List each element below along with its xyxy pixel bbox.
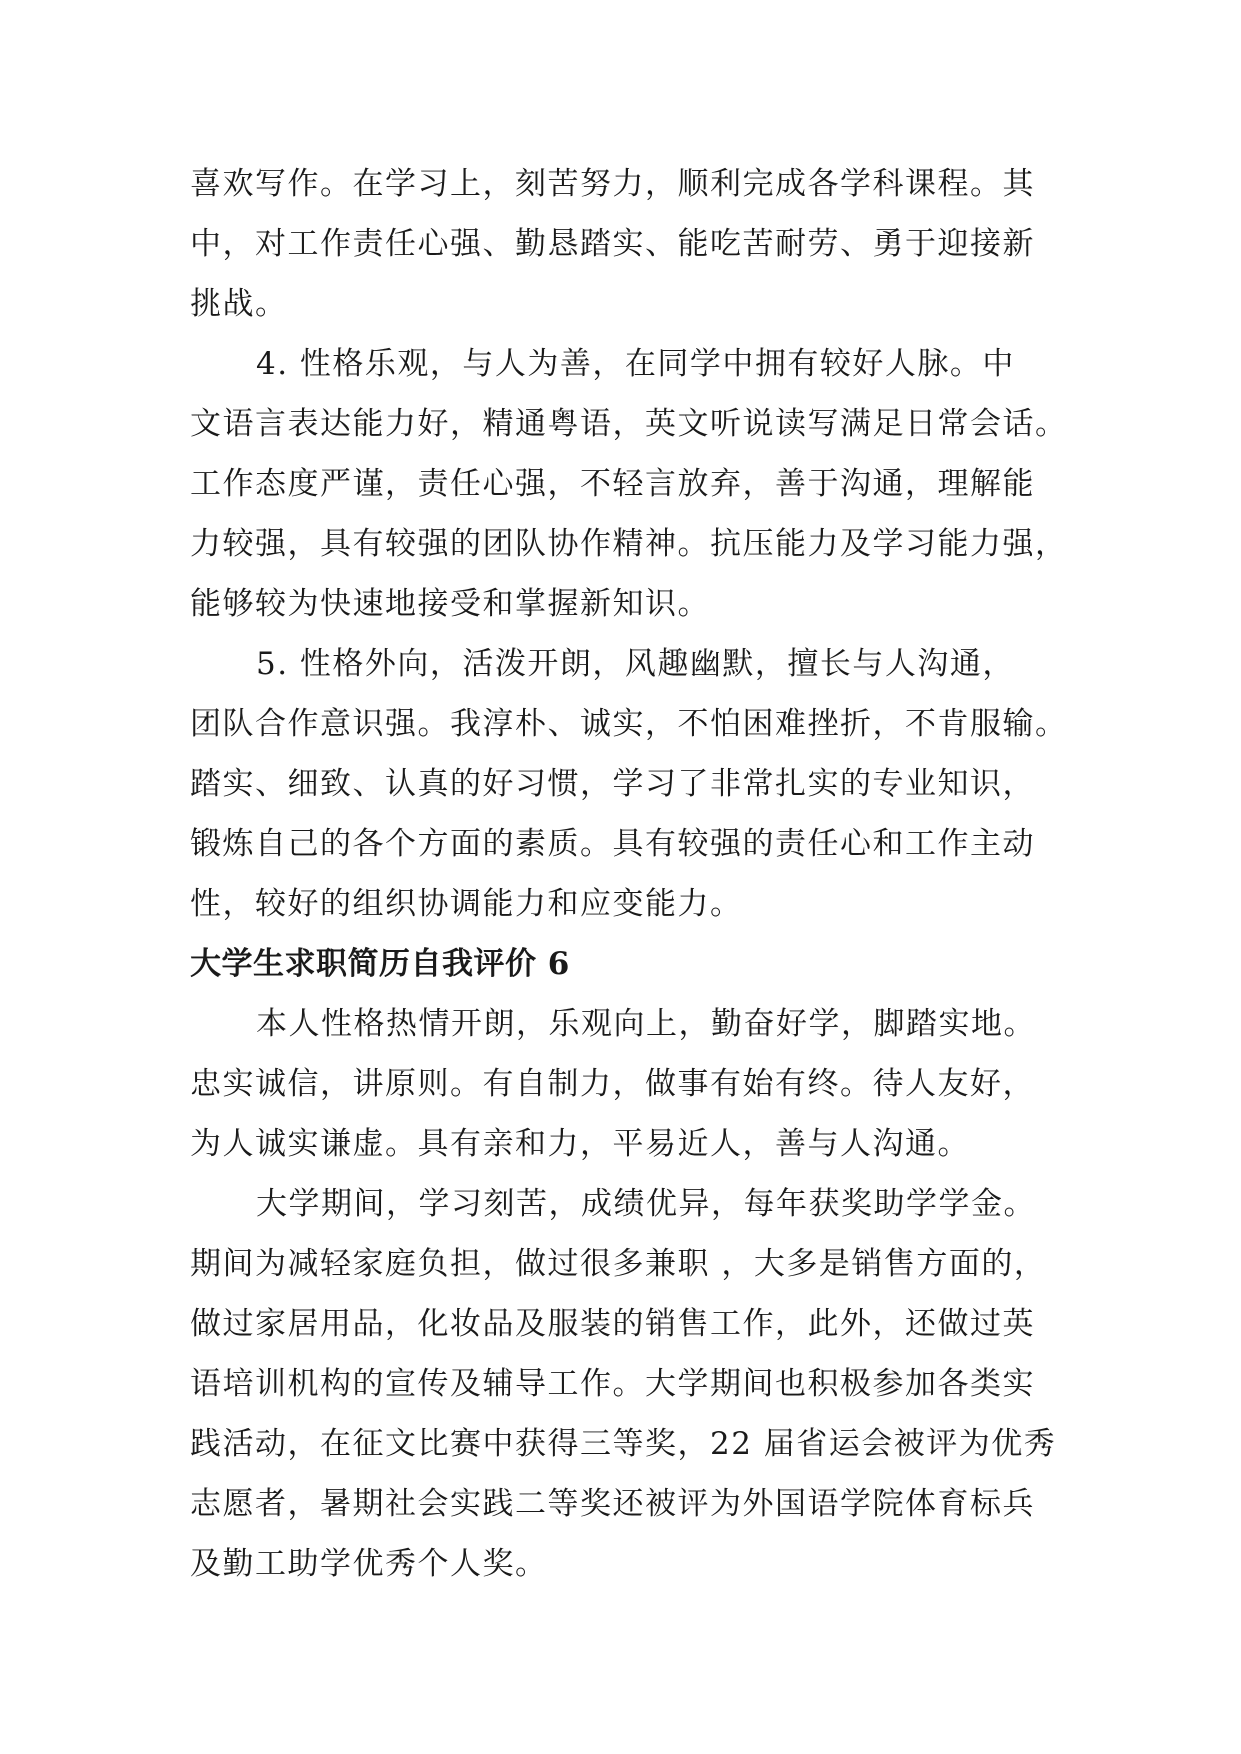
document-body — [190, 154, 1070, 1594]
text-line: 大学期间，学习刻苦，成绩优异，每年获奖助学学金。 — [256, 1186, 1036, 1222]
text-line: 志愿者，暑期社会实践二等奖还被评为外国语学院体育标兵 — [190, 1486, 1035, 1522]
text-line: 工作态度严谨，责任心强，不轻言放弃，善于沟通，理解能 — [190, 466, 1035, 502]
text-line: 践活动，在征文比赛中获得三等奖，22 届省运会被评为优秀 — [190, 1426, 1057, 1462]
paragraph-continuation — [190, 154, 1070, 334]
text-line: 锻炼自己的各个方面的素质。具有较强的责任心和工作主动 — [190, 826, 1035, 862]
paragraph-item-4 — [190, 334, 1070, 634]
text-line: 本人性格热情开朗，乐观向上，勤奋好学，脚踏实地。 — [256, 1006, 1036, 1042]
section-heading: 大学生求职简历自我评价 6 — [190, 946, 570, 982]
paragraph-personality — [190, 994, 1070, 1174]
text-line: 4. 性格乐观，与人为善，在同学中拥有较好人脉。中 — [256, 346, 1015, 382]
text-line: 文语言表达能力好，精通粤语，英文听说读写满足日常会话。 — [190, 406, 1068, 442]
text-line: 为人诚实谦虚。具有亲和力，平易近人，善与人沟通。 — [190, 1126, 970, 1162]
text-line: 做过家居用品，化妆品及服装的销售工作，此外，还做过英 — [190, 1306, 1035, 1342]
text-line: 5. 性格外向，活泼开朗，风趣幽默，擅长与人沟通， — [256, 646, 1015, 682]
text-line: 语培训机构的宣传及辅导工作。大学期间也积极参加各类实 — [190, 1366, 1035, 1402]
text-line: 挑战。 — [190, 286, 288, 322]
paragraph-university — [190, 1174, 1070, 1594]
text-line: 喜欢写作。在学习上，刻苦努力，顺利完成各学科课程。其 — [190, 166, 1035, 202]
text-line: 中，对工作责任心强、勤恳踏实、能吃苦耐劳、勇于迎接新 — [190, 226, 1035, 262]
text-line: 力较强，具有较强的团队协作精神。抗压能力及学习能力强， — [190, 526, 1068, 562]
text-line: 期间为减轻家庭负担，做过很多兼职 ，大多是销售方面的， — [190, 1246, 1047, 1282]
text-line: 及勤工助学优秀个人奖。 — [190, 1546, 548, 1582]
text-line: 性，较好的组织协调能力和应变能力。 — [190, 886, 743, 922]
text-line: 能够较为快速地接受和掌握新知识。 — [190, 586, 710, 622]
paragraph-item-5 — [190, 634, 1070, 934]
text-line: 忠实诚信，讲原则。有自制力，做事有始有终。待人友好， — [190, 1066, 1035, 1102]
text-line: 踏实、细致、认真的好习惯，学习了非常扎实的专业知识， — [190, 766, 1035, 802]
text-line: 团队合作意识强。我淳朴、诚实，不怕困难挫折，不肯服输。 — [190, 706, 1068, 742]
